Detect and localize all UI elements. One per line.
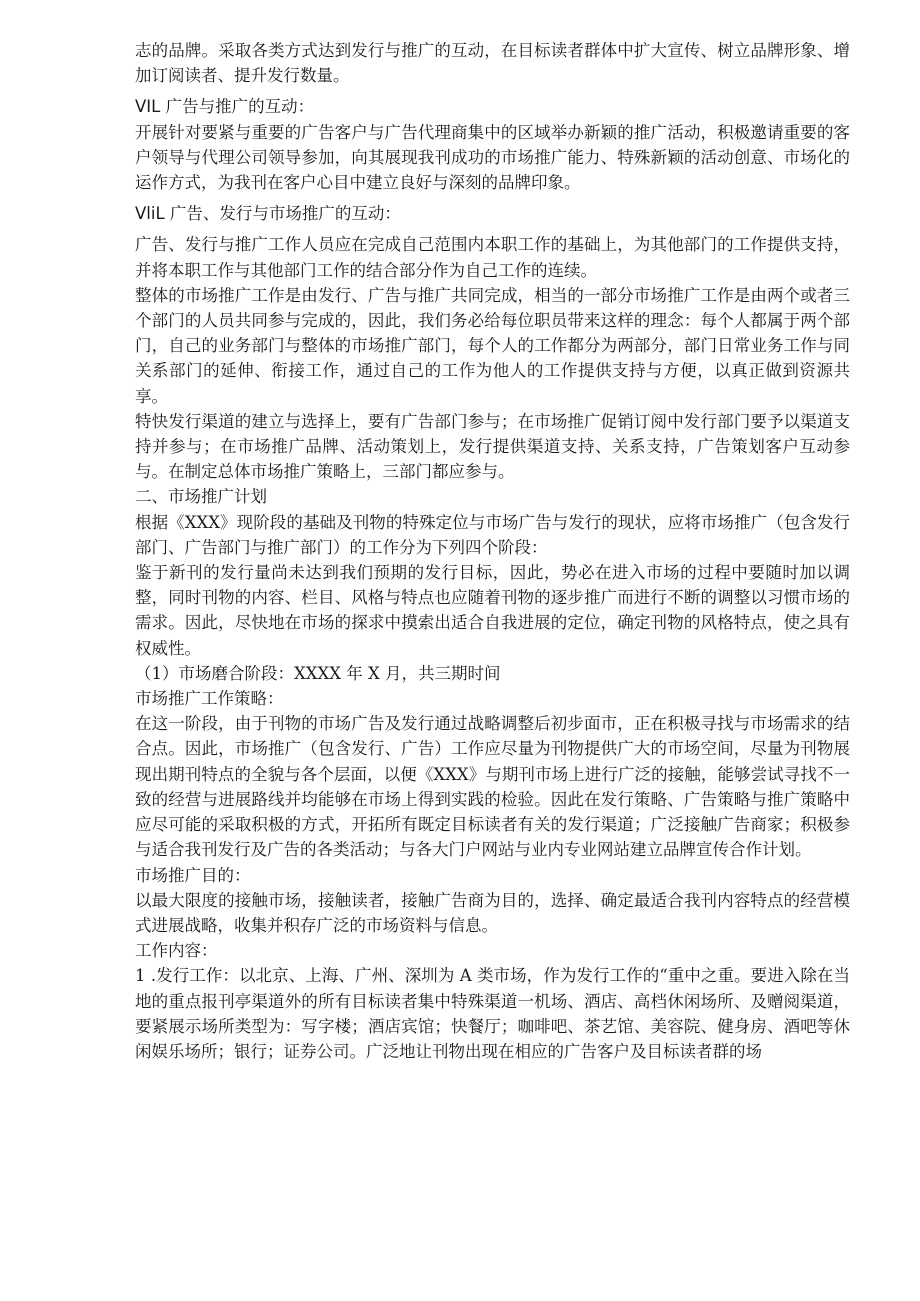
paragraph-6: 根据《XXX》现阶段的基础及刊物的特殊定位与市场广告与发行的现状，应将市场推广（包含发行部门、广告部门与推广部门）的工作分为下列四个阶段： (135, 512, 850, 557)
section-heading-vlil: VliL 广告、发行与市场推广的互动： (135, 204, 401, 224)
paragraph-4: 整体的市场推广工作是由发行、广告与推广共同完成，相当的一部分市场推广工作是由两个或者三个部门的人员共同参与完成的，因此，我们务必给每位职员带来这样的理念：每个人都属于两个部门，自己的业务部门与整体的市场推广部门，每个人的工作都分为两部分，部门日常业务工作与同关系部门的延伸、衔接工作，通过自己的工作为他人的工作提供支持与方便，以真正做到资源共享。 (135, 285, 850, 406)
section-heading-vil: VIL 广告与推广的互动： (135, 97, 315, 117)
paragraph-10: 1 .发行工作：以北京、上海、广州、深圳为 A 类市场，作为发行工作的“重中之重。要进入除在当地的重点报刊亭渠道外的所有目标读者集中特殊渠道一机场、酒店、高档休闲场所、及赠阅渠道，要紧展示场所类型为：写字楼；酒店宾馆；快餐厅；咖啡吧、茶艺馆、美容院、健身房、酒吧等休闲娱乐场所；银行；证券公司。广泛地让刊物出现在相应的广告客户及目标读者群的场 (135, 966, 850, 1061)
paragraph-3: 广告、发行与推广工作人员应在完成自己范围内本职工作的基础上，为其他部门的工作提供支持，并将本职工作与其他部门工作的结合部分作为自己工作的连续。 (135, 235, 850, 280)
paragraph-8: 在这一阶段，由于刊物的市场广告及发行通过战略调整后初步面市，正在积极寻找与市场需求的结合点。因此，市场推广（包含发行、广告）工作应尽量为刊物提供广大的市场空间，尽量为刊物展现出期刊特点的全貌与各个层面，以便《XXX》与期刊市场上进行广泛的接触，能够尝试寻找不一致的经营与进展路线并均能够在市场上得到实践的检验。因此在发行策略、广告策略与推广策略中应尽可能的采取积极的方式，开拓所有既定目标读者有关的发行渠道；广泛接触广告商家；积极参与适合我刊发行及广告的各类活动；与各大门户网站与业内专业网站建立品牌宣传合作计划。 (135, 714, 850, 860)
subheading-purpose: 市场推广目的： (135, 865, 251, 885)
paragraph-1: 志的品牌。采取各类方式达到发行与推广的互动，在目标读者群体中扩大宣传、树立品牌形象、增加订阅读者、提升发行数量。 (135, 41, 850, 86)
subheading-strategy: 市场推广工作策略： (135, 689, 284, 709)
paragraph-2: 开展针对要紧与重要的广告客户与广告代理商集中的区域举办新颖的推广活动，积极邀请重要的客户领导与代理公司领导参加，向其展现我刊成功的市场推广能力、特殊新颖的活动创意、市场化的运作方式，为我刊在客户心目中建立良好与深刻的品牌印象。 (135, 122, 850, 193)
paragraph-9: 以最大限度的接触市场，接触读者，接触广告商为目的，选择、确定最适合我刊内容特点的经营模式进展战略，收集并积存广泛的市场资料与信息。 (135, 890, 850, 935)
subheading-work-content: 工作内容： (135, 941, 218, 961)
paragraph-5: 特快发行渠道的建立与选择上，要有广告部门参与；在市场推广促销订阅中发行部门要予以渠道支持并参与；在市场推广品牌、活动策划上，发行提供渠道支持、关系支持，广告策划客户互动参与。在制定总体市场推广策略上，三部门都应参与。 (135, 411, 850, 482)
stage-heading-1: （1）市场磨合阶段：XXXX 年 X 月，共三期时间 (135, 663, 501, 683)
section-heading-plan: 二、市场推广计划 (135, 487, 267, 507)
paragraph-7: 鉴于新刊的发行量尚未达到我们预期的发行目标，因此，势必在进入市场的过程中要随时加以调整，同时刊物的内容、栏目、风格与特点也应随着刊物的逐步推广而进行不断的调整以习惯市场的需求。因此，尽快地在市场的探求中摸索出适合自我进展的定位，确定刊物的风格特点，使之具有权威性。 (135, 563, 850, 658)
